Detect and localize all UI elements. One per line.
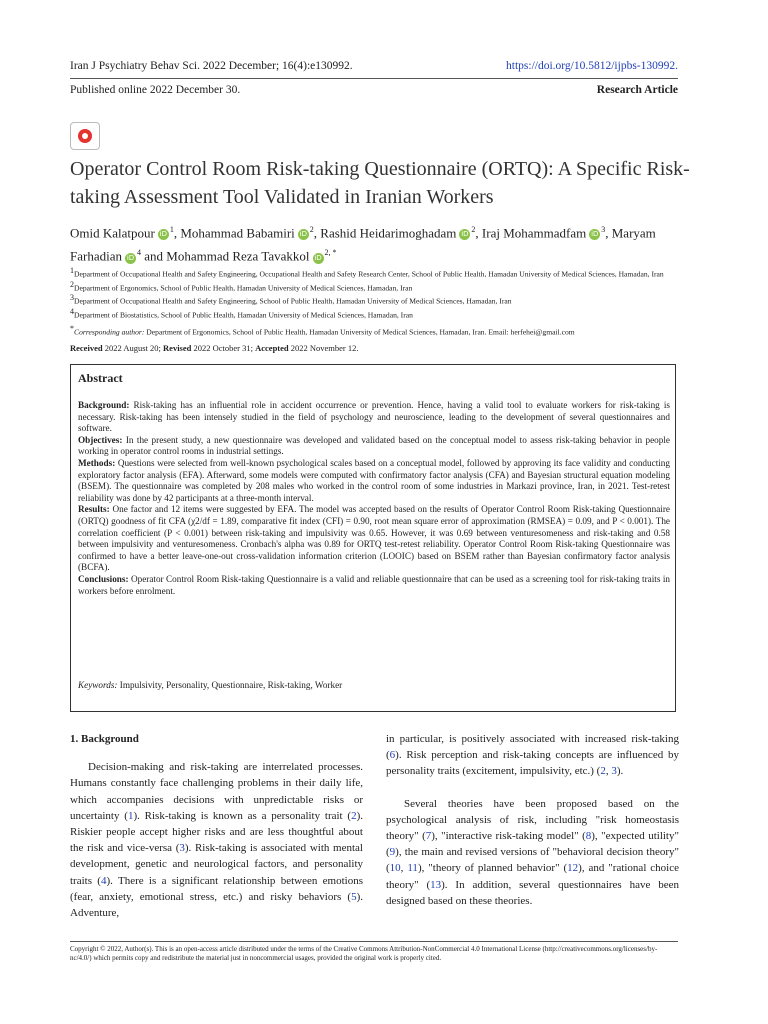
orcid-icon[interactable]: iD [591,230,599,239]
affiliation-item: $^4$Department of Biostatistics, School of Public Health, Hamadan University of Medical Sciences, Hamadan, Iran [70,306,413,320]
citation-link[interactable]: 1 [127,809,134,822]
affiliation-item: $^3$Department of Occupational Health and Safety Engineering, School of Public Health, Hamadan University of Medical Sciences, Hamadan, Iran [70,293,512,306]
body-paragraph: Decision-making and risk-taking are interrelated processes. Humans constantly face challenging problems in their daily life, which accompanies decisions with unpredictable risks or uncertainty (1). Risk-taking is known as a personality trait (2). Riskier people accept higher risks and are less thoughtful about the risk and vice-versa (3). Risk-taking is associated with mental development, genetic and neurological factors, and personality traits (4). There is a significant relationship between emotions (fear, anxiety, emotional stress, etc.) and risky behaviors (5). Adventure, [70,761,363,920]
affiliation-item: $^1$Department of Occupational Health and Safety Engineering, Occupational Health and Safety Research Center, School of Public Health, Hamadan University of Medical Sciences, Hamadan, Iran [70,266,664,279]
citation-link[interactable]: 7 [425,830,432,843]
citation-link[interactable]: 11 [407,862,418,875]
copyright-footer: Copyright © 2022, Author(s). This is an open-access article distributed under the terms of the Creative Commons Attribution-NonCommercial 4.0 International License (http://creativecommons.org/licenses/by-nc/4.0/) which permits copy and redistribute the material just in noncommercial usages, provided the original work is properly cited. [70,945,658,963]
author-name: Mohammad Reza Tavakkol [166,248,310,264]
article-type: Research Article [596,84,678,96]
orcid-icon[interactable]: iD [461,230,469,239]
abstract-conclusions: Conclusions: Operator Control Room Risk-taking Questionnaire is a valid and reliable questionnaire that can be used as a screening tool for risk-taking traits in workers before enrolment. [78,573,670,596]
abstract-background: Background: Risk-taking has an influential role in accident occurrence or prevention. Hence, having a valid tool to evaluate workers for risk-taking is necessary. Risk-taking has been intensely studied in the field of psychology and neuroscience, leading to the development of several questionnaires and software. [78,400,670,434]
orcid-icon[interactable]: iD [314,253,322,262]
article-dates: Received 2022 August 20; Revised 2022 October 31; Accepted 2022 November 12. [70,343,359,353]
published-date: Published online 2022 December 30. [70,84,241,96]
abstract-body [78,400,670,597]
author-name: Omid Kalatpour [70,225,155,241]
citation-link[interactable]: 3 [611,765,617,778]
citation-link[interactable]: 2 [351,809,357,822]
author-name: Mohammad Babamiri [180,225,295,241]
section-heading: 1. Background [70,733,139,745]
citation-link[interactable]: 4 [100,874,107,887]
citation-link[interactable]: 10 [389,862,401,875]
header-divider [70,78,678,79]
citation-link[interactable]: 6 [389,749,396,762]
body-column-left [70,731,363,921]
corresponding-author: *Corresponding author: Department of Ergonomics, School of Public Health, Hamadan University of Medical Sciences, Hamadan, Iran. Email: herfehei@gmail.com [70,324,575,337]
author-name: Maryam Farhadian [70,225,656,264]
citation-link[interactable]: 2 [600,765,606,778]
body-column-right [386,731,679,909]
orcid-icon[interactable]: iD [299,230,307,239]
doi-link[interactable]: https://doi.org/10.5812/ijpbs-130992. [506,60,678,72]
crossmark-logo-icon[interactable] [70,122,100,150]
citation-link[interactable]: 8 [585,830,592,843]
citation-link[interactable]: 12 [567,862,579,875]
footer-divider [70,941,678,942]
abstract-results: Results: One factor and 12 items were suggested by EFA. The model was accepted based on the results of Operator Control Room Risk-taking Questionnaire (ORTQ) goodness of fit CFA (χ2/df = 1.89, comparative fit index (CFI) = 0.90, root mean square error of approximation (RMSEA) = 0.09, and P < 0.001). The correlation coefficient (P < 0.001) between risk-taking and impulsivity was 0.65. However, it was 0.69 between venturesomeness and risk-taking and 0.58 between impulsivity and venturesomeness. Cronbach's alpha was 0.89 for ORTQ test-retest reliability. Operator Control Room Risk-taking Questionnaire was confirmed to have a better leave-one-out cross-validation information criterion (LOOIC) based on BSEM rather than Bayesian confirmatory factor analysis (BCFA). [78,504,670,573]
article-title: Operator Control Room Risk-taking Questionnaire (ORTQ): A Specific Risk-taking Assessment Tool Validated in Iranian Workers [70,158,690,208]
orcid-icon[interactable]: iD [126,253,135,262]
orcid-icon[interactable]: iD [159,230,168,239]
citation-link[interactable]: 3 [179,842,185,855]
author-name: Rashid Heidarimoghadam [320,225,457,241]
author-list: Omid Kalatpour $iD^1$, Mohammad Babamiri $iD^2$, Rashid Heidarimoghadam $iD^2$, Iraj Mohammadfam $iD^3$, Maryam Farhadian $iD^4$ and Mohammad Reza Tavakkol $iD^{2, *}$ [70,225,656,264]
author-name: Iraj Mohammadfam [481,225,587,241]
journal-citation: Iran J Psychiatry Behav Sci. 2022 December; 16(4):e130992. [70,60,353,72]
keywords: Keywords: Impulsivity, Personality, Questionnaire, Risk-taking, Worker [78,680,343,690]
body-paragraph: in particular, is positively associated with increased risk-taking (6). Risk perception and risk-taking concepts are influenced by personality traits (excitement, impulsivity, etc.) (2, 3). [386,733,679,778]
abstract-methods: Methods: Questions were selected from well-known psychological scales based on a conceptual model, followed by approving its face validity and conducting exploratory factor analysis (EFA). Afterward, some models were computed with confirmatory factor analysis (CFA) and Bayesian structural equation modeling (BSEM). The questionnaire was completed by 208 males who worked in the control room of some industries in Markazi province, Iran, in 2021. Test-retest reliability was done by 42 participants at a three-month interval. [78,457,670,503]
citation-link[interactable]: 5 [351,890,357,903]
body-paragraph: Several theories have been proposed based on the psychological analysis of risk, including "risk homeostasis theory" (7), "interactive risk-taking model" (8), "expected utility" (9), the main and revised versions of "behavioral decision theory" (10, 11), "theory of planned behavior" (12), and "rational choice theory" (13). In addition, several questionnaires have been designed based on these theories. [386,797,679,907]
affiliations [70,266,680,320]
abstract-objectives: Objectives: In the present study, a new questionnaire was developed and validated based on the conceptual model to assess risk-taking behavior in people working in operator control rooms in industrial settings. [78,434,670,457]
citation-link[interactable]: 9 [389,846,396,859]
abstract-heading: Abstract [78,371,123,385]
affiliation-item: $^2$Department of Ergonomics, School of Public Health, Hamadan University of Medical Sciences, Hamadan, Iran [70,279,413,293]
citation-link[interactable]: 13 [430,878,442,891]
